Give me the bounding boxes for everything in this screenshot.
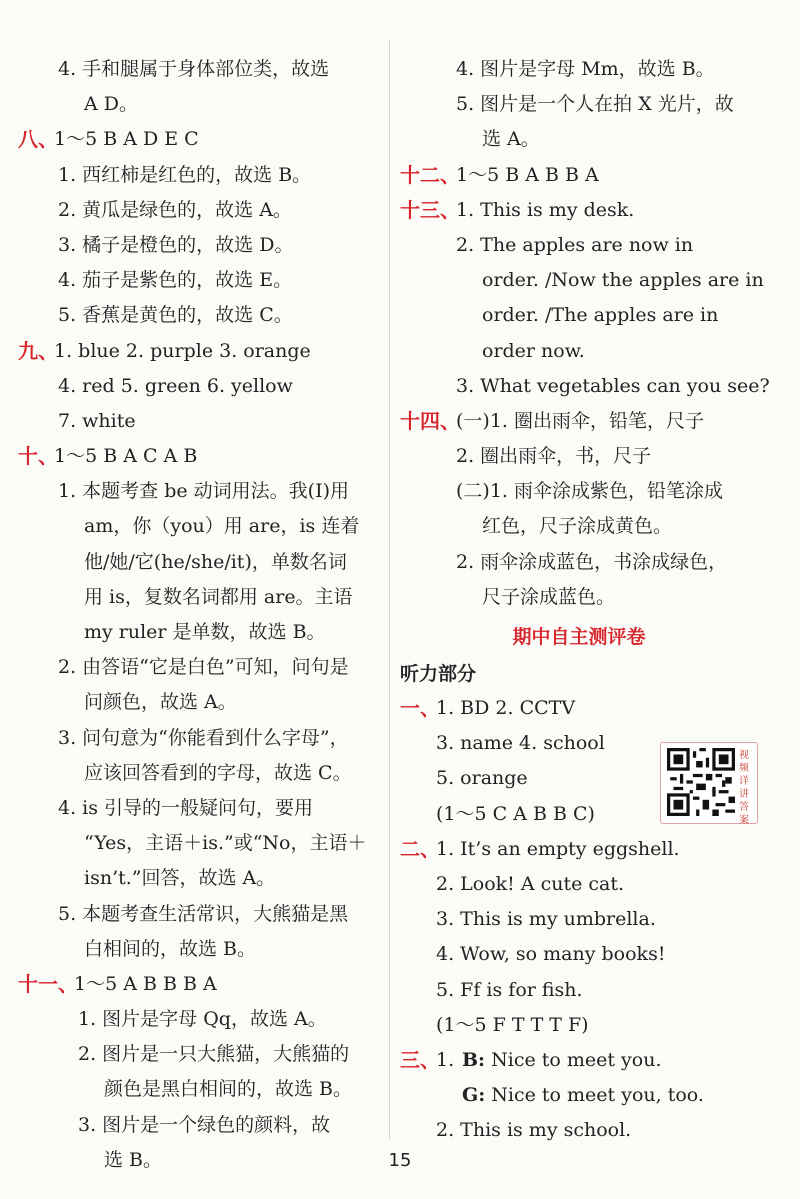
answer-text: 4. red 5. green 6. yellow bbox=[58, 374, 293, 397]
answer-text: “Yes，主语＋is.”或“No，主语＋ bbox=[84, 832, 367, 855]
qr-label: 视频详讲答案 bbox=[739, 750, 749, 826]
answer-text: 1～5 B A D E C bbox=[54, 128, 199, 151]
answer-line bbox=[400, 334, 758, 369]
answer-text: 1. 本题考查 be 动词用法。我(I)用 bbox=[58, 480, 349, 503]
answer-line bbox=[400, 404, 758, 439]
answer-text: 1～5 B A B B A bbox=[456, 163, 599, 186]
answer-text: 问颜色，故选 A。 bbox=[84, 691, 237, 714]
answer-text: my ruler 是单数，故选 B。 bbox=[84, 621, 326, 643]
section-marker: 九、 bbox=[18, 338, 58, 363]
section-title: 期中自主测评卷 bbox=[512, 626, 646, 648]
answer-text: (1～5 F T T T F) bbox=[436, 1013, 589, 1036]
answer-line bbox=[18, 369, 380, 404]
answer-line bbox=[400, 937, 758, 972]
answer-text: 1～5 A B B B A bbox=[74, 972, 217, 995]
answer-text: 1. This is my desk. bbox=[456, 198, 635, 221]
answer-line bbox=[18, 158, 380, 193]
answer-text: order. /Now the apples are in bbox=[482, 269, 764, 292]
answer-line bbox=[400, 122, 758, 157]
answer-text: 2. 雨伞涂成蓝色，书涂成绿色， bbox=[456, 550, 728, 573]
answer-text: (二)1. 雨伞涂成紫色，铅笔涂成 bbox=[456, 480, 723, 503]
answer-text: 3. This is my umbrella. bbox=[436, 908, 656, 931]
page-number: 15 bbox=[388, 1150, 412, 1171]
answer-line bbox=[18, 545, 380, 580]
answer-line bbox=[18, 826, 380, 861]
dialogue-line-2 bbox=[400, 1113, 758, 1148]
answer-line bbox=[400, 298, 758, 333]
right-column bbox=[400, 52, 770, 1148]
answer-text: 1. blue 2. purple 3. orange bbox=[54, 339, 311, 362]
speaker-b: B: bbox=[462, 1048, 486, 1071]
answer-line bbox=[400, 439, 758, 474]
answer-text: 4. 手和腿属于身体部位类，故选 bbox=[58, 58, 330, 80]
answer-line bbox=[18, 193, 380, 228]
answer-text: 2. 圈出雨伞，书，尺子 bbox=[456, 445, 652, 468]
answer-text: 颜色是黑白相间的，故选 B。 bbox=[104, 1078, 353, 1101]
answer-line bbox=[400, 369, 770, 404]
answer-line bbox=[18, 263, 380, 298]
answer-line bbox=[18, 122, 380, 157]
answer-line bbox=[18, 439, 380, 474]
answer-text: 4. 图片是字母 Mm，故选 B。 bbox=[456, 58, 715, 80]
answer-line bbox=[18, 87, 380, 122]
answer-line bbox=[18, 791, 380, 826]
answer-text: 选 B。 bbox=[104, 1148, 163, 1171]
answer-line bbox=[18, 650, 380, 685]
answer-line bbox=[18, 298, 380, 333]
answer-line bbox=[400, 902, 758, 937]
section-marker: 十二、 bbox=[400, 162, 460, 187]
right-column-answers bbox=[400, 52, 770, 615]
section-marker: 二、 bbox=[400, 836, 440, 861]
answer-text: 5. Ff is for fish. bbox=[436, 978, 583, 1001]
answer-line bbox=[18, 52, 380, 87]
answer-line bbox=[400, 973, 758, 1008]
answer-line bbox=[18, 861, 380, 896]
answer-line bbox=[18, 967, 380, 1002]
answer-text: 1. BD 2. CCTV bbox=[436, 697, 576, 719]
answer-text: 1. 西红柿是红色的，故选 B。 bbox=[58, 163, 312, 186]
answer-text: 他/她/它(he/she/it)，单数名词 bbox=[84, 550, 347, 573]
answer-text: 选 A。 bbox=[482, 128, 540, 151]
answer-line bbox=[18, 580, 380, 615]
qr-code[interactable] bbox=[660, 742, 758, 824]
answer-line bbox=[18, 897, 380, 932]
answer-line bbox=[18, 1072, 380, 1107]
answer-text: am，你（you）用 are，is 连着 bbox=[84, 515, 360, 538]
answer-line bbox=[400, 691, 758, 726]
answer-line bbox=[18, 228, 380, 263]
answer-line bbox=[18, 1037, 380, 1072]
answer-text: 用 is，复数名词都用 are。主语 bbox=[84, 585, 353, 608]
speaker-g: G: bbox=[462, 1084, 486, 1107]
answer-text: 5. 图片是一个人在拍 X 光片，故 bbox=[456, 93, 734, 116]
answer-line bbox=[400, 545, 758, 580]
answer-text: 2. Look! A cute cat. bbox=[436, 872, 625, 895]
answer-text: 红色，尺子涂成黄色。 bbox=[482, 515, 673, 538]
answer-line bbox=[400, 263, 764, 298]
answer-line bbox=[18, 1108, 380, 1143]
answer-text: order now. bbox=[482, 339, 585, 362]
answer-line bbox=[18, 615, 380, 650]
answer-line bbox=[18, 685, 380, 720]
answer-line bbox=[18, 756, 380, 791]
answer-text: 5. 本题考查生活常识，大熊猫是黑 bbox=[58, 902, 349, 925]
answer-text: 1. 图片是字母 Qq，故选 A。 bbox=[78, 1008, 327, 1031]
answer-line bbox=[18, 474, 380, 509]
answer-text: 4. is 引导的一般疑问句，要用 bbox=[58, 796, 314, 819]
answer-text: 4. 茄子是紫色的，故选 E。 bbox=[58, 269, 293, 292]
answer-line bbox=[400, 832, 758, 867]
qr-code-icon bbox=[667, 748, 735, 816]
left-column bbox=[18, 52, 380, 1178]
answer-line bbox=[400, 867, 758, 902]
answer-text: (一)1. 圈出雨伞，铅笔，尺子 bbox=[456, 409, 704, 432]
column-divider bbox=[389, 40, 390, 1140]
answer-text: 应该回答看到的字母，故选 C。 bbox=[84, 761, 352, 784]
answer-text: 2. 黄瓜是绿色的，故选 A。 bbox=[58, 198, 292, 221]
section-marker: 三、 bbox=[400, 1047, 440, 1072]
answer-text: 尺子涂成蓝色。 bbox=[482, 585, 616, 608]
listening-heading: 听力部分 bbox=[400, 663, 477, 685]
answer-text: 3. What vegetables can you see? bbox=[456, 374, 770, 397]
answer-text: 3. 橘子是橙色的，故选 D。 bbox=[58, 233, 294, 256]
dialogue-answer-2: 2. This is my school. bbox=[436, 1119, 632, 1142]
answer-line bbox=[18, 721, 380, 756]
answer-text: 5. 香蕉是黄色的，故选 C。 bbox=[58, 304, 293, 327]
answer-text: order. /The apples are in bbox=[482, 304, 719, 327]
answer-text: 1. It’s an empty eggshell. bbox=[436, 837, 680, 860]
section-marker: 十一、 bbox=[18, 971, 78, 996]
answer-line bbox=[400, 52, 758, 87]
answer-text: 3. 问句意为“你能看到什么字母”， bbox=[58, 726, 349, 749]
answer-text: A D。 bbox=[84, 93, 138, 116]
answer-text: 2. 图片是一只大熊猫，大熊猫的 bbox=[78, 1043, 350, 1066]
answer-line bbox=[18, 1002, 380, 1037]
answer-line bbox=[400, 1008, 758, 1043]
dialogue-text-b: Nice to meet you. bbox=[491, 1048, 662, 1071]
answer-text: 2. 由答语“它是白色”可知，问句是 bbox=[58, 656, 349, 679]
answer-line bbox=[400, 158, 758, 193]
answer-text: isn’t.”回答，故选 A。 bbox=[84, 867, 276, 890]
answer-text: 3. 图片是一个绿色的颜料，故 bbox=[78, 1113, 331, 1136]
dialogue-number: 1. bbox=[436, 1048, 455, 1071]
section-marker: 十、 bbox=[18, 444, 58, 469]
answer-text: 5. orange bbox=[436, 767, 528, 790]
answer-text: 2. The apples are now in bbox=[456, 233, 694, 256]
answer-line bbox=[400, 580, 758, 615]
answer-line bbox=[18, 404, 380, 439]
answer-line bbox=[400, 228, 758, 263]
section-marker: 八、 bbox=[18, 127, 58, 152]
section-marker: 一、 bbox=[400, 696, 440, 720]
dialogue-line-b bbox=[400, 1043, 758, 1078]
answer-line bbox=[18, 932, 380, 967]
answer-line bbox=[18, 509, 380, 544]
section-marker: 十三、 bbox=[400, 197, 460, 222]
section-marker: 十四、 bbox=[400, 408, 460, 433]
answer-text: 3. name 4. school bbox=[436, 732, 605, 755]
answer-text: 7. white bbox=[58, 409, 136, 432]
answer-text: 白相间的，故选 B。 bbox=[84, 937, 257, 960]
answer-text: 4. Wow, so many books! bbox=[436, 943, 666, 966]
answer-line bbox=[18, 334, 380, 369]
answer-line bbox=[400, 509, 758, 544]
dialogue-line-g bbox=[400, 1078, 758, 1113]
answer-line bbox=[400, 193, 758, 228]
answer-text: 1～5 B A C A B bbox=[54, 445, 198, 468]
answer-text: (1～5 C A B B C) bbox=[436, 802, 595, 825]
dialogue-text-g: Nice to meet you, too. bbox=[491, 1084, 704, 1107]
answer-line bbox=[400, 474, 758, 509]
answer-line bbox=[400, 87, 758, 122]
